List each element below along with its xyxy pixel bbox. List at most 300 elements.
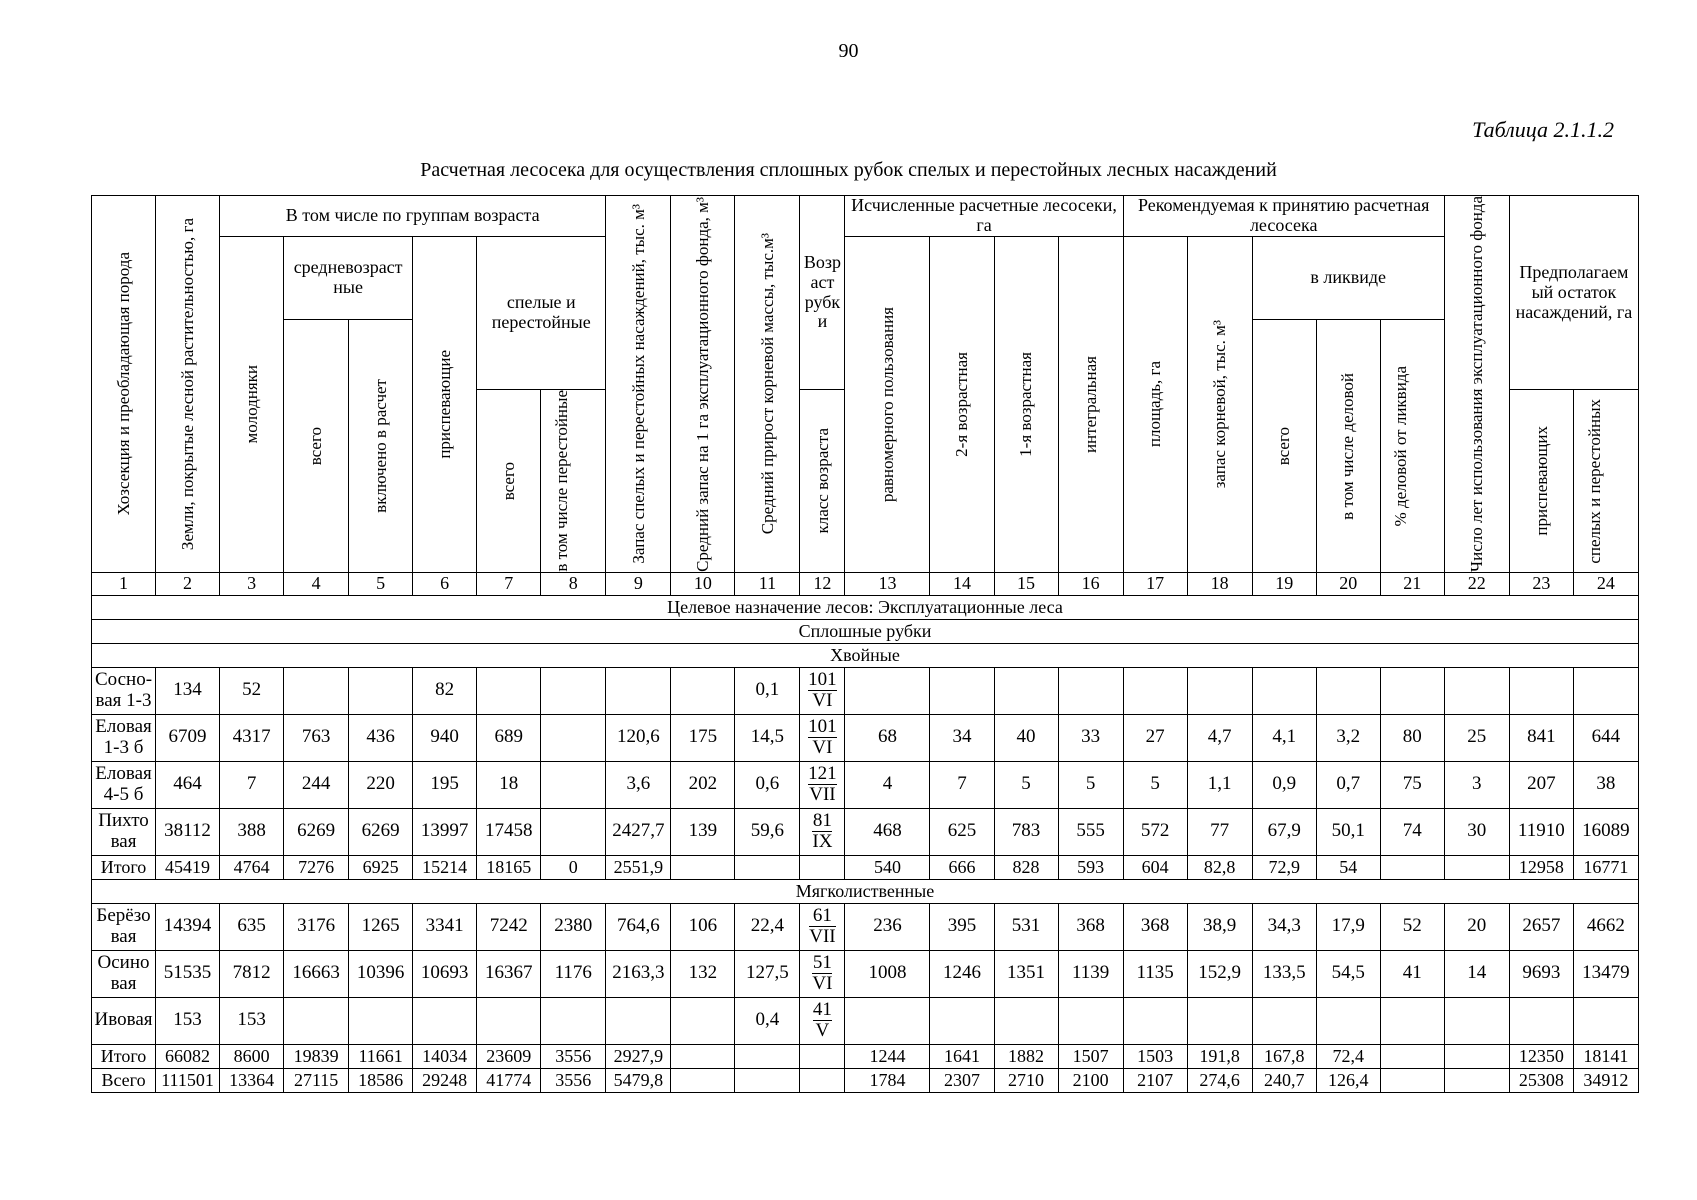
cell-c22	[1444, 1044, 1509, 1068]
cell-c5: 220	[349, 761, 413, 808]
table-title: Расчетная лесосека для осуществления сплошных рубок спелых и перестойных лесных насаждений	[420, 159, 1277, 181]
cell-c7: 17458	[477, 808, 541, 855]
cell-c12	[800, 667, 845, 714]
cell-c18: 274,6	[1187, 1068, 1252, 1092]
cell-c11: 0,1	[735, 667, 800, 714]
table-label: Таблица 2.1.1.2	[1472, 117, 1614, 142]
cell-c3: 153	[220, 997, 284, 1044]
cell-c19: 72,9	[1252, 855, 1316, 879]
cell-c23: 841	[1509, 714, 1573, 761]
cell-c12	[800, 1068, 845, 1092]
table-row	[92, 950, 1639, 997]
cell-c8: 3556	[541, 1044, 606, 1068]
cell-c13: 68	[845, 714, 930, 761]
cell-c19: 240,7	[1252, 1068, 1316, 1092]
table-row	[92, 997, 1639, 1044]
cell-c10	[671, 855, 735, 879]
cell-c2: 51535	[156, 950, 220, 997]
table-row	[92, 667, 1639, 714]
cell-c6: 940	[413, 714, 477, 761]
header-c18: запас корневой, тыс. м³	[1187, 236, 1252, 572]
cell-c18: 38,9	[1187, 903, 1252, 950]
cell-c16: 1139	[1058, 950, 1123, 997]
cell-c9: 3,6	[606, 761, 671, 808]
age-class: VI	[812, 972, 833, 994]
cut-age: 81	[812, 810, 832, 832]
cell-c17: 572	[1123, 808, 1187, 855]
cell-c10	[671, 1068, 735, 1092]
cell-c8	[541, 714, 606, 761]
cell-c14: 666	[930, 855, 994, 879]
cell-c23	[1509, 997, 1573, 1044]
cell-c5: 11661	[349, 1044, 413, 1068]
section-coniferous: Хвойные	[92, 643, 1639, 667]
cell-c19: 133,5	[1252, 950, 1316, 997]
cell-c19	[1252, 997, 1316, 1044]
cell-c9: 2927,9	[606, 1044, 671, 1068]
cell-c21: 41	[1380, 950, 1444, 997]
cell-c10: 175	[671, 714, 735, 761]
cell-c8	[541, 761, 606, 808]
header-recommended: Рекомендуемая к принятию расчетная лесосека	[1123, 196, 1444, 237]
age-class: VI	[812, 689, 833, 711]
cut-age: 41	[812, 999, 832, 1021]
cell-c23: 12958	[1509, 855, 1573, 879]
cell-c24	[1573, 667, 1638, 714]
cell-c12	[800, 808, 845, 855]
cell-c17: 1503	[1123, 1044, 1187, 1068]
cell-c2: 45419	[156, 855, 220, 879]
header-c9: Запас спелых и перестойных насаждений, тыс. м³	[606, 196, 671, 573]
cell-c15: 1351	[994, 950, 1058, 997]
cell-c19: 167,8	[1252, 1044, 1316, 1068]
age-class: VII	[809, 783, 836, 805]
cell-c7: 689	[477, 714, 541, 761]
cell-c6: 15214	[413, 855, 477, 879]
cell-c8	[541, 808, 606, 855]
cell-c2: 38112	[156, 808, 220, 855]
cell-c14: 2307	[930, 1068, 994, 1092]
cell-c15: 40	[994, 714, 1058, 761]
cell-c21	[1380, 1068, 1444, 1092]
cell-c23: 207	[1509, 761, 1573, 808]
cell-c3: 7812	[220, 950, 284, 997]
cell-c11: 14,5	[735, 714, 800, 761]
cell-c5	[349, 667, 413, 714]
cell-c22	[1444, 1068, 1509, 1092]
section-softwood: Мягколиственные	[92, 879, 1639, 903]
cell-c5: 18586	[349, 1068, 413, 1092]
cell-c3: 635	[220, 903, 284, 950]
cell-c15: 828	[994, 855, 1058, 879]
cell-c15: 783	[994, 808, 1058, 855]
header-c17: площадь, га	[1123, 236, 1187, 572]
header-c15: 1-я возрастная	[994, 236, 1058, 572]
cell-c8: 1176	[541, 950, 606, 997]
cell-c10: 132	[671, 950, 735, 997]
cell-c9: 2163,3	[606, 950, 671, 997]
cell-c11: 0,6	[735, 761, 800, 808]
header-calc: Исчисленные расчетные лесосеки, га	[845, 196, 1123, 237]
header-middle: средневозраст ные	[284, 236, 413, 320]
cell-c13: 468	[845, 808, 930, 855]
cell-c6: 3341	[413, 903, 477, 950]
header-c20: в том числе деловой	[1316, 320, 1380, 573]
header-c19: всего	[1252, 320, 1316, 573]
cell-c7: 18165	[477, 855, 541, 879]
cell-c24: 16771	[1573, 855, 1638, 879]
cell-c17: 2107	[1123, 1068, 1187, 1092]
age-class-fraction	[813, 1000, 832, 1041]
cell-c24: 4662	[1573, 903, 1638, 950]
forest-cut-table	[91, 195, 1639, 1093]
table-row	[92, 903, 1639, 950]
cell-c3: 4764	[220, 855, 284, 879]
cell-c23: 12350	[1509, 1044, 1573, 1068]
cell-c2: 134	[156, 667, 220, 714]
cell-c4: 16663	[284, 950, 349, 997]
cell-c16: 33	[1058, 714, 1123, 761]
cell-c11: 22,4	[735, 903, 800, 950]
table-row	[92, 714, 1639, 761]
cell-c10: 202	[671, 761, 735, 808]
header-c24: спелых и перестойных	[1573, 390, 1638, 573]
cell-c22	[1444, 667, 1509, 714]
cell-c17: 368	[1123, 903, 1187, 950]
cell-c11: 127,5	[735, 950, 800, 997]
cell-c15: 531	[994, 903, 1058, 950]
cell-c5	[349, 997, 413, 1044]
cell-c23: 2657	[1509, 903, 1573, 950]
cell-c14: 34	[930, 714, 994, 761]
cell-c20: 17,9	[1316, 903, 1380, 950]
cell-c5: 436	[349, 714, 413, 761]
header-c10: Средний запас на 1 га эксплуатационного фонда, м³	[671, 196, 735, 573]
cell-c11: 0,4	[735, 997, 800, 1044]
cell-c24: 16089	[1573, 808, 1638, 855]
row-label: Еловая 1-3 б	[92, 714, 156, 761]
cell-c20: 72,4	[1316, 1044, 1380, 1068]
cell-c5: 6925	[349, 855, 413, 879]
cell-c4	[284, 667, 349, 714]
cell-c8: 3556	[541, 1068, 606, 1092]
cell-c15: 2710	[994, 1068, 1058, 1092]
cell-c7: 16367	[477, 950, 541, 997]
cell-c12	[800, 855, 845, 879]
cell-c21	[1380, 667, 1444, 714]
cell-c8: 0	[541, 855, 606, 879]
row-label: Итого	[92, 1044, 156, 1068]
cell-c20: 3,2	[1316, 714, 1380, 761]
header-c23: приспевающих	[1509, 390, 1573, 573]
cell-c4: 19839	[284, 1044, 349, 1068]
cell-c22: 20	[1444, 903, 1509, 950]
cell-c13: 1244	[845, 1044, 930, 1068]
cell-c7: 41774	[477, 1068, 541, 1092]
age-class-fraction	[812, 811, 832, 852]
header-c22: Число лет использования эксплуатационного фонда	[1444, 196, 1509, 573]
cell-c10: 139	[671, 808, 735, 855]
header-liquid: в ликвиде	[1252, 236, 1444, 320]
cell-c17: 1135	[1123, 950, 1187, 997]
cell-c21: 80	[1380, 714, 1444, 761]
cell-c8	[541, 667, 606, 714]
cell-c22: 14	[1444, 950, 1509, 997]
cell-c16	[1058, 997, 1123, 1044]
cell-c21	[1380, 997, 1444, 1044]
row-label: Ивовая	[92, 997, 156, 1044]
cell-c14: 7	[930, 761, 994, 808]
row-label: Пихто вая	[92, 808, 156, 855]
header-c8: в том числе перестойные	[541, 390, 606, 573]
cell-c7: 23609	[477, 1044, 541, 1068]
cell-c19: 4,1	[1252, 714, 1316, 761]
cell-c4: 3176	[284, 903, 349, 950]
cell-c18: 82,8	[1187, 855, 1252, 879]
cell-c21: 74	[1380, 808, 1444, 855]
cell-c21	[1380, 1044, 1444, 1068]
age-class-fraction	[808, 670, 837, 711]
cell-c14: 395	[930, 903, 994, 950]
cell-c16: 5	[1058, 761, 1123, 808]
cell-c6	[413, 997, 477, 1044]
cell-c12	[800, 761, 845, 808]
cell-c24: 644	[1573, 714, 1638, 761]
cell-c9	[606, 997, 671, 1044]
cell-c16: 1507	[1058, 1044, 1123, 1068]
cell-c21: 52	[1380, 903, 1444, 950]
cell-c18	[1187, 667, 1252, 714]
cell-c7	[477, 667, 541, 714]
cell-c4	[284, 997, 349, 1044]
cell-c9: 5479,8	[606, 1068, 671, 1092]
cell-c12	[800, 714, 845, 761]
header-c12: класс возраста	[800, 390, 845, 573]
table-row	[92, 761, 1639, 808]
cell-c6: 13997	[413, 808, 477, 855]
cell-c18	[1187, 997, 1252, 1044]
header-c14: 2-я возрастная	[930, 236, 994, 572]
cell-c2: 6709	[156, 714, 220, 761]
cell-c16: 555	[1058, 808, 1123, 855]
cell-c20: 126,4	[1316, 1068, 1380, 1092]
cell-c17: 5	[1123, 761, 1187, 808]
cell-c7: 18	[477, 761, 541, 808]
cell-c10	[671, 997, 735, 1044]
cell-c15	[994, 997, 1058, 1044]
cell-c20	[1316, 997, 1380, 1044]
cell-c21	[1380, 855, 1444, 879]
header-c13: равномерного пользования	[845, 236, 930, 572]
cell-c18: 152,9	[1187, 950, 1252, 997]
cell-c2: 111501	[156, 1068, 220, 1092]
cell-c16: 593	[1058, 855, 1123, 879]
cell-c9: 764,6	[606, 903, 671, 950]
row-label: Итого	[92, 855, 156, 879]
cell-c8: 2380	[541, 903, 606, 950]
cell-c3: 7	[220, 761, 284, 808]
cell-c10	[671, 667, 735, 714]
cell-c18: 191,8	[1187, 1044, 1252, 1068]
cell-c19: 0,9	[1252, 761, 1316, 808]
cell-c9: 2427,7	[606, 808, 671, 855]
cell-c5: 1265	[349, 903, 413, 950]
cell-c14	[930, 997, 994, 1044]
cell-c3: 8600	[220, 1044, 284, 1068]
cell-c16: 368	[1058, 903, 1123, 950]
cell-c11: 59,6	[735, 808, 800, 855]
cell-c21: 75	[1380, 761, 1444, 808]
age-class: IX	[812, 830, 833, 852]
cell-c5: 6269	[349, 808, 413, 855]
cell-c3: 52	[220, 667, 284, 714]
cell-c3: 388	[220, 808, 284, 855]
cell-c12	[800, 950, 845, 997]
cell-c20: 0,7	[1316, 761, 1380, 808]
table-row-total	[92, 1044, 1639, 1068]
cell-c4: 27115	[284, 1068, 349, 1092]
cell-c13: 540	[845, 855, 930, 879]
age-class: V	[815, 1019, 830, 1041]
header-c2: Земли, покрытые лесной растительностью, га	[156, 196, 220, 573]
age-class: VII	[809, 925, 836, 947]
cell-c13	[845, 997, 930, 1044]
cell-c24: 34912	[1573, 1068, 1638, 1092]
cut-age: 101	[808, 669, 837, 691]
column-numbers-row: 1 2 3 4 5 6 7 8 9 10 11 12 13 14 15 16 17 18 19 20 21 22 23 24	[92, 572, 1639, 595]
cell-c16	[1058, 667, 1123, 714]
cell-c14	[930, 667, 994, 714]
row-label: Сосно-вая 1-3	[92, 667, 156, 714]
cell-c23	[1509, 667, 1573, 714]
cut-age: 101	[808, 716, 837, 738]
cell-c22	[1444, 997, 1509, 1044]
cell-c2: 66082	[156, 1044, 220, 1068]
section-cut-type: Сплошные рубки	[92, 619, 1639, 643]
header-c5: включено в расчет	[349, 320, 413, 573]
cell-c14: 1246	[930, 950, 994, 997]
section-purpose: Целевое назначение лесов: Эксплуатационные леса	[92, 595, 1639, 619]
cell-c9	[606, 667, 671, 714]
table-row-grand-total	[92, 1068, 1639, 1092]
cell-c17	[1123, 997, 1187, 1044]
age-class-fraction	[808, 717, 837, 758]
table-row	[92, 808, 1639, 855]
age-class-fraction	[812, 953, 832, 994]
row-label: Осино вая	[92, 950, 156, 997]
cell-c23: 11910	[1509, 808, 1573, 855]
cell-c22	[1444, 855, 1509, 879]
cell-c19: 67,9	[1252, 808, 1316, 855]
cell-c24	[1573, 997, 1638, 1044]
row-label: Еловая 4-5 б	[92, 761, 156, 808]
cell-c22: 25	[1444, 714, 1509, 761]
cell-c8	[541, 997, 606, 1044]
cell-c4: 7276	[284, 855, 349, 879]
cell-c18: 77	[1187, 808, 1252, 855]
cell-c13: 1784	[845, 1068, 930, 1092]
page-number: 90	[838, 40, 859, 62]
cell-c17	[1123, 667, 1187, 714]
cell-c3: 4317	[220, 714, 284, 761]
cell-c23: 25308	[1509, 1068, 1573, 1092]
cell-c2: 464	[156, 761, 220, 808]
cell-c15: 5	[994, 761, 1058, 808]
cell-c9: 2551,9	[606, 855, 671, 879]
cut-age: 61	[809, 906, 835, 927]
header-mature: спелые и перестойные	[477, 236, 606, 390]
cell-c13: 236	[845, 903, 930, 950]
cell-c22: 3	[1444, 761, 1509, 808]
header-c1: Хозсекция и преобладающая порода	[92, 196, 156, 573]
cell-c3: 13364	[220, 1068, 284, 1092]
cell-c10: 106	[671, 903, 735, 950]
age-class-fraction	[809, 906, 835, 947]
header-age-groups: В том числе по группам возраста	[220, 196, 606, 237]
cell-c13	[845, 667, 930, 714]
cell-c20: 50,1	[1316, 808, 1380, 855]
cell-c9: 120,6	[606, 714, 671, 761]
cell-c24: 13479	[1573, 950, 1638, 997]
header-c11: Средний прирост корневой массы, тыс.м³	[735, 196, 800, 573]
cell-c18: 4,7	[1187, 714, 1252, 761]
cell-c6: 195	[413, 761, 477, 808]
cell-c4: 244	[284, 761, 349, 808]
header-c21: % деловой от ликвида	[1380, 320, 1444, 573]
cell-c6: 10693	[413, 950, 477, 997]
cut-age: 51	[812, 952, 832, 974]
cell-c12	[800, 903, 845, 950]
cell-c18: 1,1	[1187, 761, 1252, 808]
header-age-cut: Возр аст рубк и	[800, 196, 845, 390]
cell-c13: 4	[845, 761, 930, 808]
cell-c5: 10396	[349, 950, 413, 997]
row-label: Берёзо вая	[92, 903, 156, 950]
header-c3: молодняки	[220, 236, 284, 572]
cell-c6: 82	[413, 667, 477, 714]
cell-c17: 27	[1123, 714, 1187, 761]
header-c16: интегральная	[1058, 236, 1123, 572]
cell-c20	[1316, 667, 1380, 714]
cell-c10	[671, 1044, 735, 1068]
table-row-total	[92, 855, 1639, 879]
cell-c7	[477, 997, 541, 1044]
cell-c15: 1882	[994, 1044, 1058, 1068]
cell-c4: 763	[284, 714, 349, 761]
cell-c13: 1008	[845, 950, 930, 997]
cell-c12	[800, 1044, 845, 1068]
cell-c4: 6269	[284, 808, 349, 855]
cell-c2: 14394	[156, 903, 220, 950]
age-class-fraction	[808, 764, 837, 805]
cell-c14: 625	[930, 808, 994, 855]
cell-c16: 2100	[1058, 1068, 1123, 1092]
header-c6: приспевающие	[413, 236, 477, 572]
cell-c24: 38	[1573, 761, 1638, 808]
cell-c15	[994, 667, 1058, 714]
cell-c22: 30	[1444, 808, 1509, 855]
cell-c19	[1252, 667, 1316, 714]
cell-c14: 1641	[930, 1044, 994, 1068]
cell-c7: 7242	[477, 903, 541, 950]
cell-c17: 604	[1123, 855, 1187, 879]
cell-c24: 18141	[1573, 1044, 1638, 1068]
header-remain: Предполагаем ый остаток насаждений, га	[1509, 196, 1638, 390]
row-label: Всего	[92, 1068, 156, 1092]
header-c4: всего	[284, 320, 349, 573]
cell-c11	[735, 1068, 800, 1092]
cell-c11	[735, 855, 800, 879]
